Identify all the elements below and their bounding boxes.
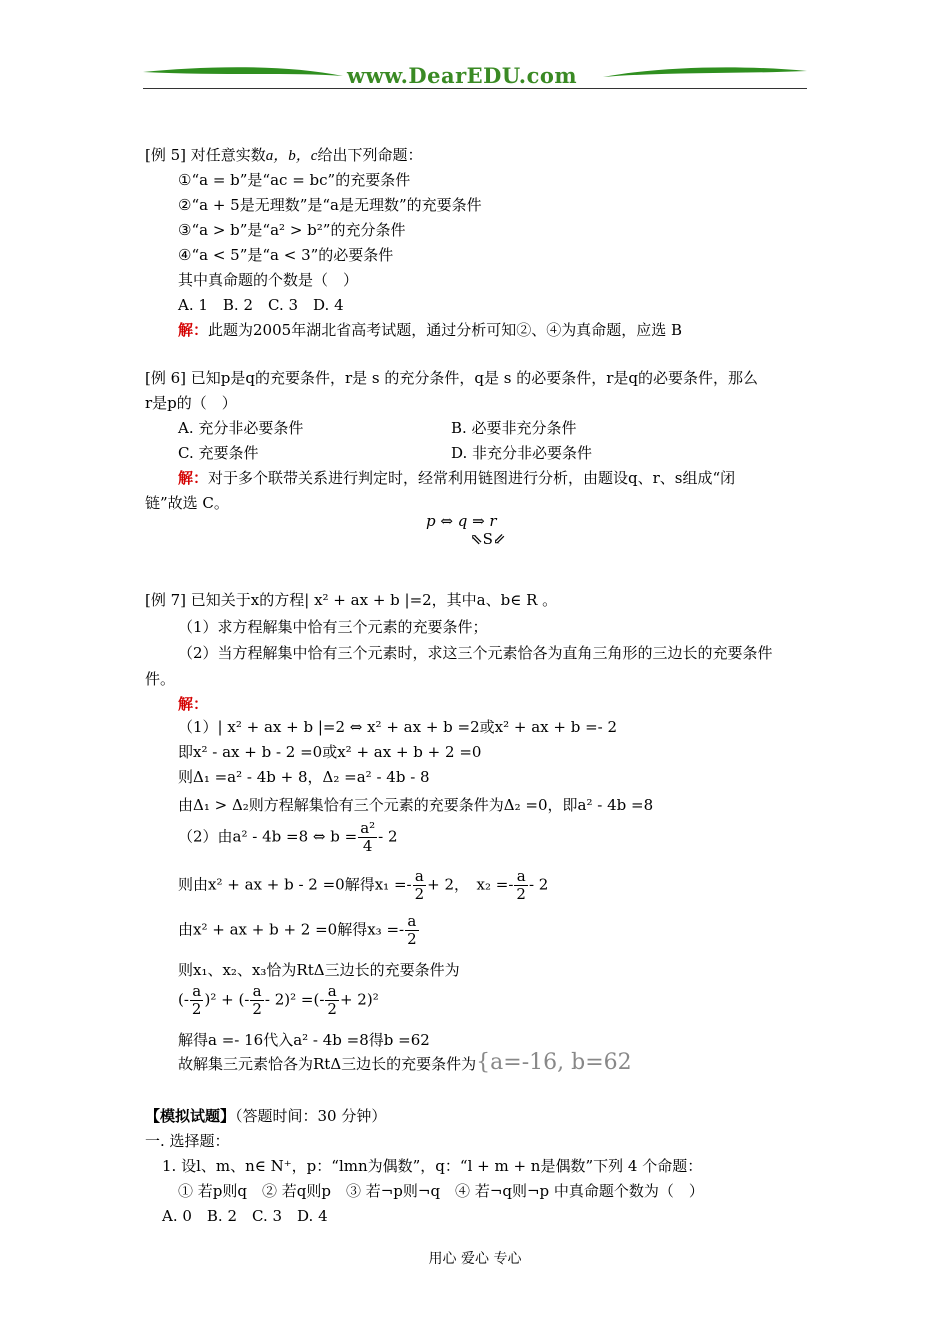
- ex5-title: [例 5] 对任意实数a，b，c给出下列命题：: [145, 146, 423, 164]
- ex5-item-2: ②“a + 5是无理数”是“a是无理数”的充要条件: [178, 196, 482, 214]
- fraction: $\frac{a}{2}$: [191, 982, 202, 1018]
- ex7-step-10: 解得a =- 16代入a² - 4b =8得b =62: [178, 1031, 430, 1049]
- fraction: $\frac{a}{2}$: [414, 867, 425, 903]
- fraction: $\frac{a}{2}$: [252, 982, 262, 1018]
- chain-diagram: [426, 512, 505, 548]
- ex5-choices: A. 1 B. 2 C. 3 D. 4: [178, 296, 344, 314]
- ex6-option-a: A. 充分非必要条件: [178, 419, 304, 437]
- header-rule: [143, 88, 807, 89]
- mock-question-1-choices: A. 0 B. 2 C. 3 D. 4: [162, 1207, 328, 1225]
- ex6-option-d: D. 非充分非必要条件: [451, 444, 593, 462]
- ex6-solution-cont: 链”故选 C。: [145, 494, 229, 512]
- fraction: $\frac{\text{a²}}{4}$: [360, 819, 376, 855]
- ex6-line-1: [例 6] 已知p是q的充要条件，r是 s 的充分条件，q是 s 的必要条件，r是q的必要条件，那么: [145, 369, 759, 387]
- ex5-item-3: ③“a > b”是“a² > b²”的充分条件: [178, 221, 406, 239]
- ex5-item-4: ④“a < 5”是“a < 3”的必要条件: [178, 246, 394, 264]
- mock-header: 【模拟试题】（答题时间：30 分钟）: [145, 1107, 387, 1125]
- ex5-item-1: ①“a = b”是“ac = bc”的充要条件: [178, 171, 411, 189]
- condition-brace: {a=-16, b=62: [476, 1050, 632, 1075]
- ex6-line-2: r是p的（ ）: [145, 394, 237, 412]
- page-footer: 用心 爱心 专心: [428, 1251, 522, 1267]
- fraction: $\frac{a}{2}$: [516, 867, 526, 903]
- ex7-line-1: [例 7] 已知关于x的方程| x² + ax + b |=2，其中a、b∈ R 。: [145, 591, 558, 609]
- mock-section: 一. 选择题：: [145, 1132, 230, 1150]
- ex7-question-2: （2）当方程解集中恰有三个元素时，求这三个元素恰各为直角三角形的三边长的充要条件: [178, 644, 773, 662]
- ex7-solution-label: 解：: [178, 695, 209, 713]
- header-swoosh-right: [603, 67, 807, 77]
- ex7-step-11: 故解集三元素恰各为RtΔ三边长的充要条件为{a=-16, b=62: [178, 1050, 632, 1075]
- ex7-step-5: （2）由a² - 4b =8 ⇔ b = $\frac{\text{a²}}{4}$ - 2: [178, 819, 398, 855]
- header-swoosh-left: [143, 67, 343, 76]
- solution-label: 解：: [178, 321, 209, 339]
- fraction: $\frac{a}{2}$: [327, 982, 337, 1018]
- ex7-step-6: 则由x² + ax + b - 2 =0解得x₁ =- $\frac{a}{2}$ + 2， x₂ =- $\frac{a}{2}$ - 2: [178, 867, 549, 903]
- mock-question-1-items: ① 若p则q ② 若q则p ③ 若¬p则¬q ④ 若¬q则¬p 中真命题个数为（ ）: [178, 1182, 704, 1200]
- ex7-question-1: （1）求方程解集中恰有三个元素的充要条件；: [178, 618, 488, 636]
- ex6-solution: 解：对于多个联带关系进行判定时，经常利用链图进行分析，由题设q、r、s组成“闭: [178, 469, 736, 487]
- ex7-step-7: 由x² + ax + b + 2 =0解得x₃ =- $\frac{a}{2}$: [178, 912, 417, 948]
- chain-diagram-top: p ⇔ q ⇒ r: [426, 512, 497, 530]
- ex7-step-9: (- $\frac{a}{2}$ )² + (- $\frac{a}{2}$ - 2)² =(- $\frac{a}{2}$ + 2)²: [178, 982, 379, 1018]
- ex7-step-4: 由Δ₁ > Δ₂则方程解集恰有三个元素的充要条件为Δ₂ =0，即a² - 4b =8: [178, 796, 654, 814]
- ex7-step-3: 则Δ₁ =a² - 4b + 8，Δ₂ =a² - 4b - 8: [178, 768, 430, 786]
- chain-diagram-bottom: ⇖S⇙: [470, 530, 506, 548]
- solution-label: 解：: [178, 469, 209, 487]
- ex7-step-2: 即x² - ax + b - 2 =0或x² + ax + b + 2 =0: [178, 743, 482, 761]
- ex5-solution: 解：此题为2005年湖北省高考试题，通过分析可知②、④为真命题，应选 B: [178, 321, 682, 339]
- ex7-step-8: 则x₁、x₂、x₃恰为RtΔ三边长的充要条件为: [178, 961, 460, 979]
- mock-question-1: 1. 设l、m、n∈ N⁺，p：“lmn为偶数”，q：“l + m + n是偶数”下列 4 个命题：: [162, 1157, 703, 1175]
- fraction: $\frac{a}{2}$: [407, 912, 417, 948]
- ex7-question-2-cont: 件。: [145, 670, 176, 688]
- ex6-option-b: B. 必要非充分条件: [451, 419, 577, 437]
- ex5-question: 其中真命题的个数是（ ）: [178, 271, 359, 289]
- header-site-name: www.DearEDU.com: [347, 63, 578, 88]
- mock-title: 【模拟试题】: [145, 1107, 236, 1125]
- ex7-step-1: （1）| x² + ax + b |=2 ⇔ x² + ax + b =2或x² + ax + b =- 2: [178, 718, 618, 736]
- ex6-option-c: C. 充要条件: [178, 444, 259, 462]
